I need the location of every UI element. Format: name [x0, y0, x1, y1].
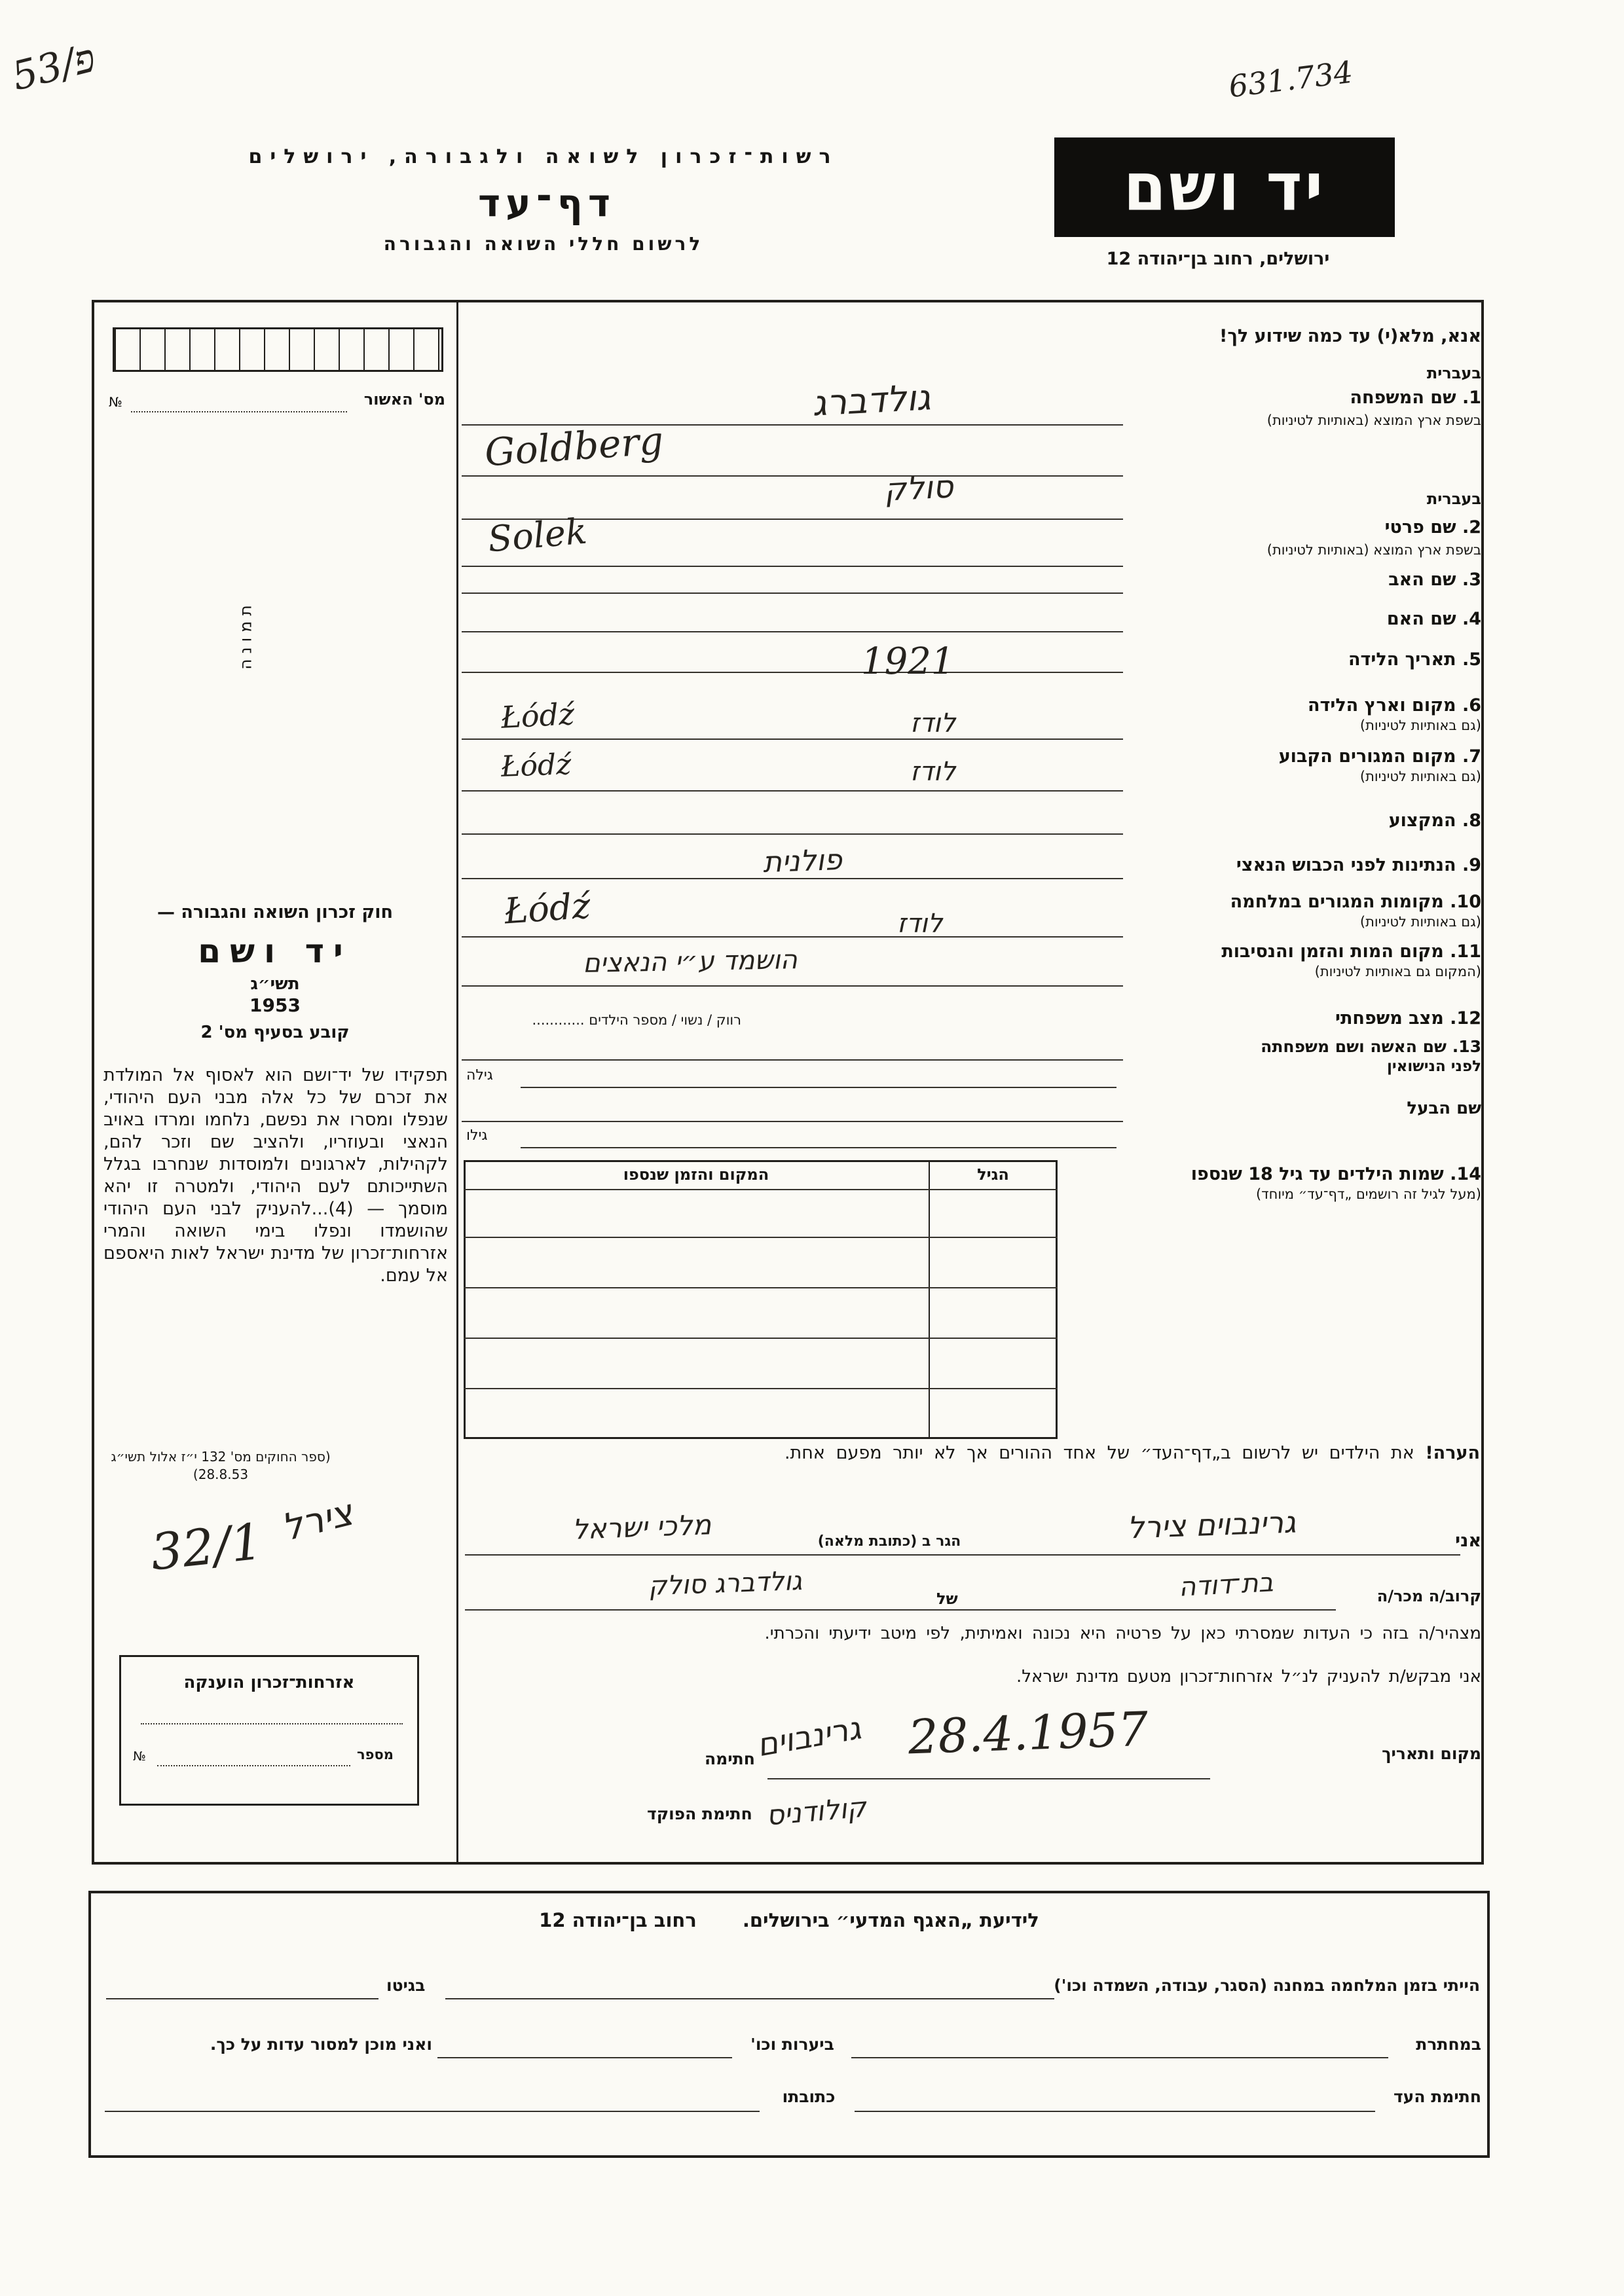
official-signature-label: חתימת הפוקד: [647, 1804, 752, 1823]
willing-to-testify-label: ואני מוכן למסור עדות על כך.: [210, 2035, 432, 2054]
logo-address: ירושלים, רחוב בן־יהודה 12: [1106, 249, 1330, 269]
forests-fill-line: [437, 2057, 732, 2058]
declarant-i-label: אני: [1455, 1531, 1481, 1551]
children-table-place-header: המקום והזמן שנספו: [623, 1165, 769, 1184]
of-label: של: [936, 1590, 958, 1608]
place-of-death-handwriting: הושמד ע״י הנאצים: [582, 945, 798, 979]
file-number-handwriting: 32/1: [147, 1512, 265, 1582]
date-signature-line: [767, 1778, 1210, 1779]
field11-sublabel: (המקום גם באותיות לטיניות): [1314, 964, 1481, 979]
camp-fill-line: [445, 1998, 1054, 1999]
page-subtitle: לרשום חללי השואה והגבורה: [383, 233, 704, 255]
field2-label: 2. שם פרטי: [1384, 517, 1481, 538]
field5-label: 5. תאריך הלידה: [1348, 649, 1481, 670]
scientific-branch-title: [219, 1909, 1359, 1931]
certificate-number-grid: [113, 327, 443, 372]
field2-line-latin: [462, 566, 1123, 567]
nationality-handwriting: פולנית: [762, 843, 843, 880]
children-table-row-line-1: [464, 1237, 1058, 1238]
note-bold: הערה!: [1425, 1443, 1480, 1463]
scientific-branch-title-main: לידיעת „האגף המדעי״ בירושלים.: [742, 1909, 1039, 1931]
wife-age-label: גילה: [466, 1067, 493, 1084]
forests-label: ביערות וכו': [750, 2035, 834, 2054]
field5-line: [462, 672, 1123, 673]
field3-line: [462, 592, 1123, 594]
declarant-address-handwriting: מלכי ישראל: [572, 1508, 712, 1546]
law-body-text: תפקידו של יד־ושם הוא לאסוף אל המולדת את זכרם של כל אלה מבני העם היהודי, שנפלו ומסרו את נפשם, נלחמו ומרדו באויב הנאצי ובעוזריו, ולהציב שם וזכר להם, לקהילות, לארגונים ולמוסדות שנחרבו בגלל השתייכותם לעם היהודי, ולמטרה זו יהא מוסמך — (4)...להעניק לבני העם היהודי שהושמדו ונפלו בימי השואה והמרי אזרחות־זכרון של מדינת ישראל לאות היאספם אל עמם.: [103, 1065, 448, 1286]
field4-label: 4. שם האם: [1386, 609, 1481, 629]
field1-hebrew-tag: בעברית: [1426, 364, 1481, 382]
husband-age-line: [521, 1147, 1116, 1148]
residence-latin-handwriting: Łódź: [500, 748, 572, 784]
law-year: 1953: [249, 994, 301, 1016]
witness-signature-handwriting: גרינבוים: [754, 1709, 864, 1764]
camp-statement-label: הייתי בזמן המלחמה במחנה (הסגר, עבודה, השמדה וכו'): [1054, 1976, 1480, 1995]
field11-label: 11. מקום המות והזמן והנסיבות: [1221, 941, 1481, 962]
law-hebrew-year: תשי״ג: [250, 974, 300, 994]
approval-number-label: מס' האשור: [363, 390, 445, 409]
children-table-row-line-4: [464, 1388, 1058, 1389]
witness-signature-fill-line: [855, 2111, 1375, 2112]
surname-latin-handwriting: Goldberg: [483, 418, 665, 475]
firstname-hebrew-handwriting: סולק: [883, 468, 954, 509]
children-table-row-line-3: [464, 1338, 1058, 1339]
citizenship-no-sign: №: [133, 1749, 146, 1764]
citizenship-dotted-line-2: [157, 1765, 350, 1766]
citizenship-number-label: מספר: [357, 1747, 394, 1762]
signature-label: חתימה: [705, 1749, 755, 1768]
field6-line: [462, 738, 1123, 740]
children-table-column-divider: [929, 1160, 930, 1439]
witness-address-fill-line: [105, 2111, 760, 2112]
citizenship-request-statement: אני מבקש/ת להעניק לנ״ל אזרחות־זכרון מטעם מדינת ישראל.: [1016, 1667, 1481, 1686]
law-source-note: (ספר החוקים מס' 132 י״ז אלול תשי״ג 28.8.53): [111, 1449, 331, 1482]
witness-address-label: כתובתו: [782, 2087, 836, 2106]
photo-area-label: תמונה: [236, 600, 255, 670]
field1-sublabel: בשפת ארץ המוצא (באותיות לטיניות): [1266, 412, 1481, 428]
field12-options: רווק / נשוי / מספר הילדים ............: [532, 1012, 741, 1028]
field13-sublabel: לפני הנישואין: [1387, 1058, 1481, 1075]
law-yad-vashem-wordmark: יד ושם: [198, 932, 352, 970]
yad-vashem-logo-text: יד ושם: [1123, 149, 1326, 226]
left-column-divider: [456, 300, 458, 1865]
law-clause: קובע בסעיף מס' 2: [200, 1023, 350, 1042]
field7-sublabel: (גם באותיות לטיניות): [1359, 769, 1481, 784]
field14-label: 14. שמות הילדים עד גיל 18 שנספו: [1190, 1164, 1481, 1184]
note-line: [465, 1443, 1480, 1463]
citizenship-dotted-line-1: [141, 1723, 403, 1724]
children-table-age-header: הגיל: [977, 1165, 1009, 1184]
field7-line: [462, 790, 1123, 792]
scientific-branch-title-address: רחוב בן־יהודה 12: [539, 1909, 697, 1931]
wife-name-line: [462, 1059, 1123, 1061]
birthplace-latin-handwriting: Łódź: [500, 696, 576, 735]
underground-label: במחתרת: [1416, 2035, 1481, 2054]
children-table-border: [464, 1160, 1058, 1439]
children-table-row-line-2: [464, 1287, 1058, 1288]
field6-label: 6. מקום וארץ הלידה: [1307, 695, 1481, 716]
note-text: את הילדים יש לרשום ב„דף־העד״ של אחד ההורים אך לא יותר מפעם אחת.: [784, 1443, 1414, 1463]
wartime-residence-hebrew-handwriting: לודז: [897, 909, 943, 939]
handwritten-mark-top-left: 53/פ: [7, 35, 100, 100]
wife-age-line: [521, 1087, 1116, 1088]
ghetto-label: בגיטו: [386, 1976, 426, 1995]
approval-number-line: [131, 411, 347, 412]
official-signature-handwriting: קולודניס: [765, 1791, 868, 1832]
field14-sublabel: (מעל לגיל זה רושמים „דף־עד״ מיוחד): [1255, 1186, 1481, 1202]
birthplace-hebrew-handwriting: לודז: [910, 708, 956, 738]
handwritten-number-top-right: 631.734: [1227, 54, 1355, 105]
field8-label: 8. המקצוע: [1388, 811, 1481, 831]
field4-line: [462, 631, 1123, 632]
husband-name-line: [462, 1121, 1123, 1122]
yad-vashem-logo: [1054, 137, 1395, 237]
field1-line-latin: [462, 475, 1123, 477]
approval-no-sign: №: [109, 394, 122, 410]
husband-label: שם הבעל: [1407, 1099, 1481, 1118]
subject-name-handwriting: גולדברג סולק: [648, 1565, 803, 1602]
citizenship-granted-title: אזרחות־זכרון הוענקה: [183, 1673, 355, 1692]
children-table-header-line: [464, 1189, 1058, 1190]
wartime-residence-latin-handwriting: Łódź: [502, 884, 592, 932]
declarant-name-handwriting: גרינבוים צירל: [1126, 1504, 1297, 1546]
date-handwriting: 28.4.1957: [907, 1701, 1149, 1765]
place-and-date-label: מקום ותאריך: [1382, 1744, 1481, 1763]
declaration-row2-line: [465, 1609, 1336, 1611]
fill-in-instruction: אנא, מלא(י) עד כמה שידוע לך!: [1219, 326, 1481, 346]
firstname-latin-handwriting: Solek: [486, 510, 589, 560]
birth-year-handwriting: 1921: [861, 640, 955, 683]
clerk-mark-handwriting: צירל: [277, 1491, 358, 1550]
underground-fill-line: [851, 2057, 1388, 2058]
field10-line: [462, 936, 1123, 938]
field6-sublabel: (גם באותיות לטיניות): [1359, 718, 1481, 733]
witness-signature-bottom-label: חתימת העד: [1393, 2087, 1481, 2106]
resides-at-label: הגר ב (כתובת מלאה): [817, 1533, 961, 1550]
field13-label: 13. שם האשה ושם משפחתה: [1261, 1037, 1481, 1056]
field11-line: [462, 985, 1123, 987]
relative-label: קרוב/ה מכר/ה: [1376, 1587, 1481, 1605]
field9-label: 9. הנתינות לפני הכבוש הנאצי: [1236, 855, 1481, 875]
surname-hebrew-handwriting: גולדברג: [811, 376, 932, 424]
declaration-statement: מצהיר/ה בזה כי העדות שמסרתי כאן על פרטיה היא נכונה ואמיתית, לפי מיטב ידיעתי והכרתי.: [764, 1624, 1481, 1643]
page-title: דף־עד: [477, 181, 616, 225]
declaration-row1-line: [465, 1554, 1460, 1556]
field10-sublabel: (גם באותיות לטיניות): [1359, 914, 1481, 930]
field2-sublabel: בשפת ארץ המוצא (באותיות לטיניות): [1266, 542, 1481, 558]
husband-age-label: גילו: [466, 1127, 488, 1144]
field7-label: 7. מקום המגורים הקבוע: [1278, 746, 1481, 767]
field2-hebrew-tag: בעברית: [1426, 490, 1481, 508]
field12-label: 12. מצב משפחתי: [1335, 1008, 1481, 1029]
field8-line: [462, 833, 1123, 835]
field1-label: 1. שם המשפחה: [1350, 388, 1481, 408]
authority-line: רשות־זכרון לשואה ולגבורה, ירושלים: [248, 145, 839, 168]
field3-label: 3. שם האב: [1388, 570, 1481, 590]
relation-handwriting: בת־דודה: [1177, 1567, 1274, 1603]
field10-label: 10. מקומות המגורים במלחמה: [1230, 892, 1481, 912]
residence-hebrew-handwriting: לודז: [910, 757, 956, 787]
law-heading: חוק זכרון השואה והגבורה —: [157, 902, 394, 922]
ghetto-fill-line: [106, 1998, 378, 1999]
